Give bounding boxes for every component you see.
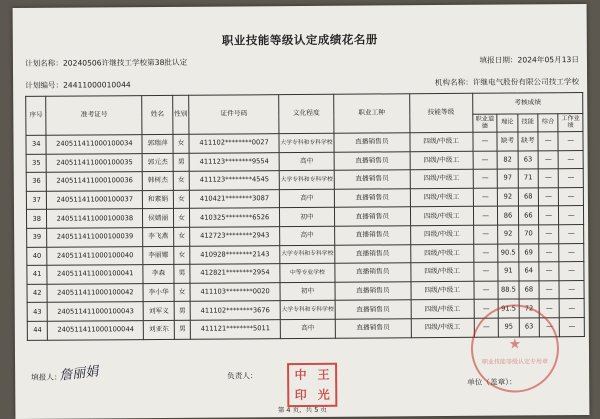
cell-skill: 71 xyxy=(518,169,539,188)
cell-gender: 女 xyxy=(173,190,189,209)
round-seal-text: 职业技能等级认定专用章 xyxy=(482,358,549,366)
cell-theory: 91 xyxy=(498,262,519,281)
cell-level: 四级/中级工 xyxy=(410,188,473,207)
cell-job: 直播销售员 xyxy=(335,263,411,282)
cell-ticket: 240511411000100044 xyxy=(48,321,144,340)
cell-work: — xyxy=(559,187,584,206)
cell-overall: — xyxy=(539,262,560,281)
cell-ticket: 240511411000100038 xyxy=(47,209,143,228)
header-work: 工作业绩 xyxy=(558,114,583,132)
filler-label: 填报人： xyxy=(31,372,62,382)
cell-job: 直播销售员 xyxy=(334,151,410,170)
header-gender: 性别 xyxy=(173,95,190,134)
cell-ticket: 240511411000100039 xyxy=(47,228,143,247)
cell-name: 刘军义 xyxy=(143,302,174,321)
plan-name: 计划名称：20240506许继技工学校第38批认定 xyxy=(24,57,188,68)
header-id: 证件号码 xyxy=(189,95,279,135)
cell-id: 411123********9554 xyxy=(189,152,279,171)
responsible-label: 负责人： xyxy=(227,371,258,381)
cell-job: 直播销售员 xyxy=(335,207,411,226)
cell-level: 四级/中级工 xyxy=(410,207,473,226)
cell-skill: 63 xyxy=(519,318,540,337)
cell-id: 412821********2954 xyxy=(190,264,280,283)
cell-edu: 大学专科和专科学校 xyxy=(280,301,335,320)
cell-edu: 高中 xyxy=(279,189,334,208)
cell-theory: 95 xyxy=(498,318,519,337)
cell-moral: — xyxy=(473,151,498,170)
cell-edu: 高中 xyxy=(280,319,335,338)
cell-overall: — xyxy=(539,318,560,337)
cell-edu: 高中 xyxy=(280,226,335,245)
cell-moral: — xyxy=(473,207,498,226)
cell-job: 直播销售员 xyxy=(334,133,410,152)
cell-seq: 43 xyxy=(27,303,48,322)
cell-level: 四级/中级工 xyxy=(410,151,473,170)
cell-gender: 女 xyxy=(174,283,190,302)
cell-ticket: 240511411000100040 xyxy=(47,246,143,265)
cell-ticket: 240511411000100041 xyxy=(47,265,143,284)
cell-theory: 90.5 xyxy=(498,244,519,263)
plan-number: 计划编号：24411000010044 xyxy=(25,80,131,90)
cell-ticket: 240511411000100034 xyxy=(46,135,142,154)
cell-moral: — xyxy=(473,132,498,151)
seal-char: 中 xyxy=(294,367,307,383)
cell-job: 直播销售员 xyxy=(334,170,410,189)
cell-seq: 42 xyxy=(27,284,48,303)
cell-moral: — xyxy=(473,244,498,263)
cell-level: 四级/中级工 xyxy=(410,225,473,244)
cell-theory: 86 xyxy=(498,206,519,225)
cell-work: — xyxy=(560,317,585,336)
cell-job: 直播销售员 xyxy=(334,189,410,208)
header-job: 职业工种 xyxy=(334,94,410,134)
cell-skill: 63 xyxy=(518,150,539,169)
cell-name: 李小华 xyxy=(143,283,174,302)
cell-edu: 大学专科和专科学校 xyxy=(279,170,334,189)
cell-work: — xyxy=(558,150,583,169)
filler-signature: 詹丽娟 xyxy=(58,364,100,384)
cell-edu: 初中 xyxy=(279,208,334,227)
cell-gender: 男 xyxy=(174,302,190,321)
cell-skill: 68 xyxy=(519,281,540,300)
cell-theory: 91.5 xyxy=(498,299,519,318)
cell-overall: — xyxy=(538,169,559,188)
cell-ticket: 240511411000100043 xyxy=(48,302,144,321)
header-theory: 理论 xyxy=(497,114,518,132)
header-moral: 职业道德 xyxy=(473,114,498,132)
cell-theory: 92 xyxy=(498,225,519,244)
cell-seq: 37 xyxy=(26,191,47,210)
cell-name: 李森 xyxy=(143,265,174,284)
cell-seq: 35 xyxy=(26,154,47,173)
cell-moral: — xyxy=(473,225,498,244)
cell-gender: 男 xyxy=(174,320,190,339)
cell-work: — xyxy=(559,206,584,225)
cell-overall: — xyxy=(538,150,559,169)
cell-overall: — xyxy=(539,299,560,318)
cell-gender: 男 xyxy=(173,153,189,172)
personal-seal xyxy=(287,363,337,407)
cell-edu: 大学专科和专科学校 xyxy=(279,133,334,152)
cell-seq: 39 xyxy=(27,228,48,247)
cell-level: 四级/中级工 xyxy=(411,281,474,300)
cell-edu: 中等专业学校 xyxy=(280,263,335,282)
score-table xyxy=(25,92,585,340)
cell-seq: 34 xyxy=(26,135,47,154)
cell-overall: — xyxy=(538,187,559,206)
seal-char: 印 xyxy=(294,387,307,403)
header-level: 技能等级 xyxy=(409,93,473,132)
cell-id: 411102********3676 xyxy=(190,301,280,320)
cell-id: 411103********0020 xyxy=(190,282,280,301)
header-skill: 技能 xyxy=(517,114,538,132)
seal-char: 王 xyxy=(317,367,330,382)
cell-ticket: 240511411000100036 xyxy=(47,172,143,191)
cell-job: 直播销售员 xyxy=(335,226,411,245)
cell-theory: 88.5 xyxy=(498,281,519,300)
cell-seq: 44 xyxy=(27,321,48,340)
unit-seal-label: 单位（盖章）： xyxy=(467,377,517,387)
cell-id: 410421********3087 xyxy=(190,189,280,208)
cell-edu: 初中 xyxy=(280,282,335,301)
cell-name: 郭瑞萍 xyxy=(142,134,173,153)
cell-moral: — xyxy=(474,281,499,300)
cell-moral: — xyxy=(474,262,499,281)
cell-seq: 40 xyxy=(27,247,48,266)
cell-theory: 97 xyxy=(497,169,518,188)
cell-work: — xyxy=(558,132,583,151)
cell-overall: — xyxy=(538,206,559,225)
cell-gender: 女 xyxy=(173,134,189,153)
cell-work: — xyxy=(559,169,584,188)
header-seq: 序号 xyxy=(26,96,47,135)
cell-gender: 女 xyxy=(174,246,190,265)
cell-id: 411102********0027 xyxy=(189,134,279,153)
cell-level: 四级/中级工 xyxy=(411,318,474,337)
cell-skill: 缺考 xyxy=(518,132,539,151)
cell-name: 李飞燕 xyxy=(143,227,174,246)
cell-level: 四级/中级工 xyxy=(411,300,474,319)
cell-work: — xyxy=(560,299,585,318)
cell-skill: 64 xyxy=(518,262,539,281)
cell-id: 411121********5011 xyxy=(190,320,280,339)
cell-ticket: 240511411000100042 xyxy=(47,283,143,302)
cell-ticket: 240511411000100037 xyxy=(47,190,143,209)
cell-name: 李丽娜 xyxy=(143,246,174,265)
header-ticket: 准考证号 xyxy=(46,96,142,136)
cell-skill: 70 xyxy=(518,225,539,244)
cell-job: 直播销售员 xyxy=(335,300,411,319)
cell-job: 直播销售员 xyxy=(335,244,411,263)
cell-id: 410928********2143 xyxy=(190,245,280,264)
cell-skill: 72 xyxy=(519,299,540,318)
cell-job: 直播销售员 xyxy=(335,319,411,338)
header-name: 姓名 xyxy=(142,95,173,134)
header-scores: 考核成绩 xyxy=(472,93,582,115)
cell-gender: 女 xyxy=(173,227,189,246)
cell-work: — xyxy=(559,243,584,262)
cell-overall: — xyxy=(539,280,560,299)
cell-moral: — xyxy=(474,299,499,318)
cell-seq: 36 xyxy=(26,172,47,191)
cell-work: — xyxy=(559,280,584,299)
cell-edu: 高中 xyxy=(279,152,334,171)
cell-name: 和素娟 xyxy=(143,190,174,209)
cell-seq: 38 xyxy=(26,210,47,229)
cell-skill: 68 xyxy=(518,188,539,207)
cell-gender: 女 xyxy=(173,171,189,190)
page-title: 职业技能等级认定成绩花名册 xyxy=(221,32,378,48)
cell-skill: 69 xyxy=(518,243,539,262)
cell-gender: 女 xyxy=(173,209,189,228)
cell-moral: — xyxy=(473,169,498,188)
cell-theory: 92 xyxy=(498,188,519,207)
cell-moral: — xyxy=(473,188,498,207)
cell-id: 410325********6526 xyxy=(190,208,280,227)
seal-char: 光 xyxy=(317,387,330,402)
cell-overall: — xyxy=(539,225,560,244)
official-round-seal xyxy=(471,304,560,393)
cell-moral: — xyxy=(474,318,499,337)
cell-gender: 男 xyxy=(174,264,190,283)
cell-level: 四级/中级工 xyxy=(409,132,472,151)
cell-id: 412723********2943 xyxy=(190,227,280,246)
cell-seq: 41 xyxy=(27,265,48,284)
fill-date: 填报日期：2024年05月13日 xyxy=(479,55,579,65)
cell-edu: 大学专科和专科学校 xyxy=(280,245,335,264)
cell-level: 四级/中级工 xyxy=(410,169,473,188)
cell-overall: — xyxy=(539,243,560,262)
cell-job: 直播销售员 xyxy=(335,281,411,300)
cell-level: 四级/中级工 xyxy=(410,262,473,281)
cell-level: 四级/中级工 xyxy=(410,244,473,263)
cell-ticket: 240511411000100035 xyxy=(46,153,142,172)
cell-overall: — xyxy=(538,132,559,151)
org-name: 机构名称：许继电气股份有限公司技工学校 xyxy=(434,77,580,88)
cell-id: 411123********4545 xyxy=(189,171,279,190)
page-number: 第 4 页，共 5 页 xyxy=(277,405,327,415)
cell-work: — xyxy=(559,224,584,243)
document-page xyxy=(13,4,590,419)
cell-name: 侯婧丽 xyxy=(143,209,174,228)
cell-work: — xyxy=(559,262,584,281)
cell-name: 刘亚东 xyxy=(144,320,175,339)
cell-name: 韩树杰 xyxy=(143,172,174,191)
cell-skill: 66 xyxy=(518,206,539,225)
cell-name: 郭元杰 xyxy=(142,153,173,172)
header-edu: 文化程度 xyxy=(279,94,334,133)
cell-theory: 82 xyxy=(497,151,518,170)
header-overall: 综合 xyxy=(538,114,559,132)
star-icon: ★ xyxy=(508,336,522,353)
cell-theory: 缺考 xyxy=(497,132,518,151)
